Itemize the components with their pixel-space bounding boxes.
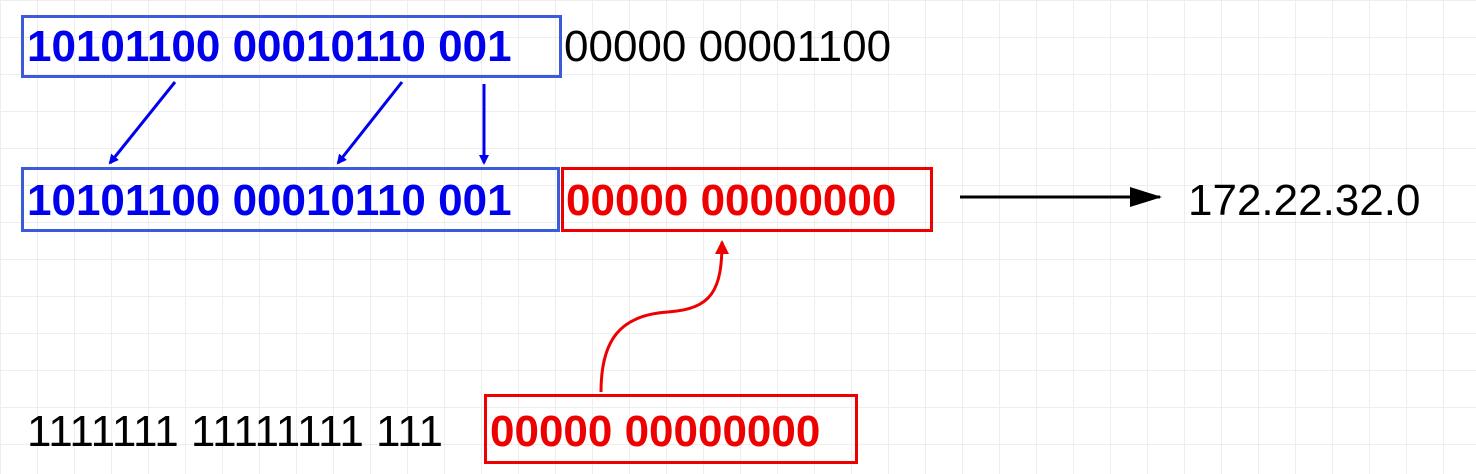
copy-arrow-2 [338,82,402,163]
network-address-network-bits: 10101100 00010110 001 [27,176,512,225]
network-address-dotted-decimal: 172.22.32.0 [1188,176,1421,225]
copy-arrow-1 [110,82,175,163]
network-address-host-bits: 00000 00000000 [566,176,897,225]
subnet-mask-network-bits: 1111111 11111111 111 [27,407,443,456]
zero-host-arrow [601,242,722,392]
subnet-mask-host-bits: 00000 00000000 [490,407,821,456]
ip-host-bits: 00000 00001100 [564,22,892,71]
ip-network-bits: 10101100 00010110 001 [27,22,512,71]
